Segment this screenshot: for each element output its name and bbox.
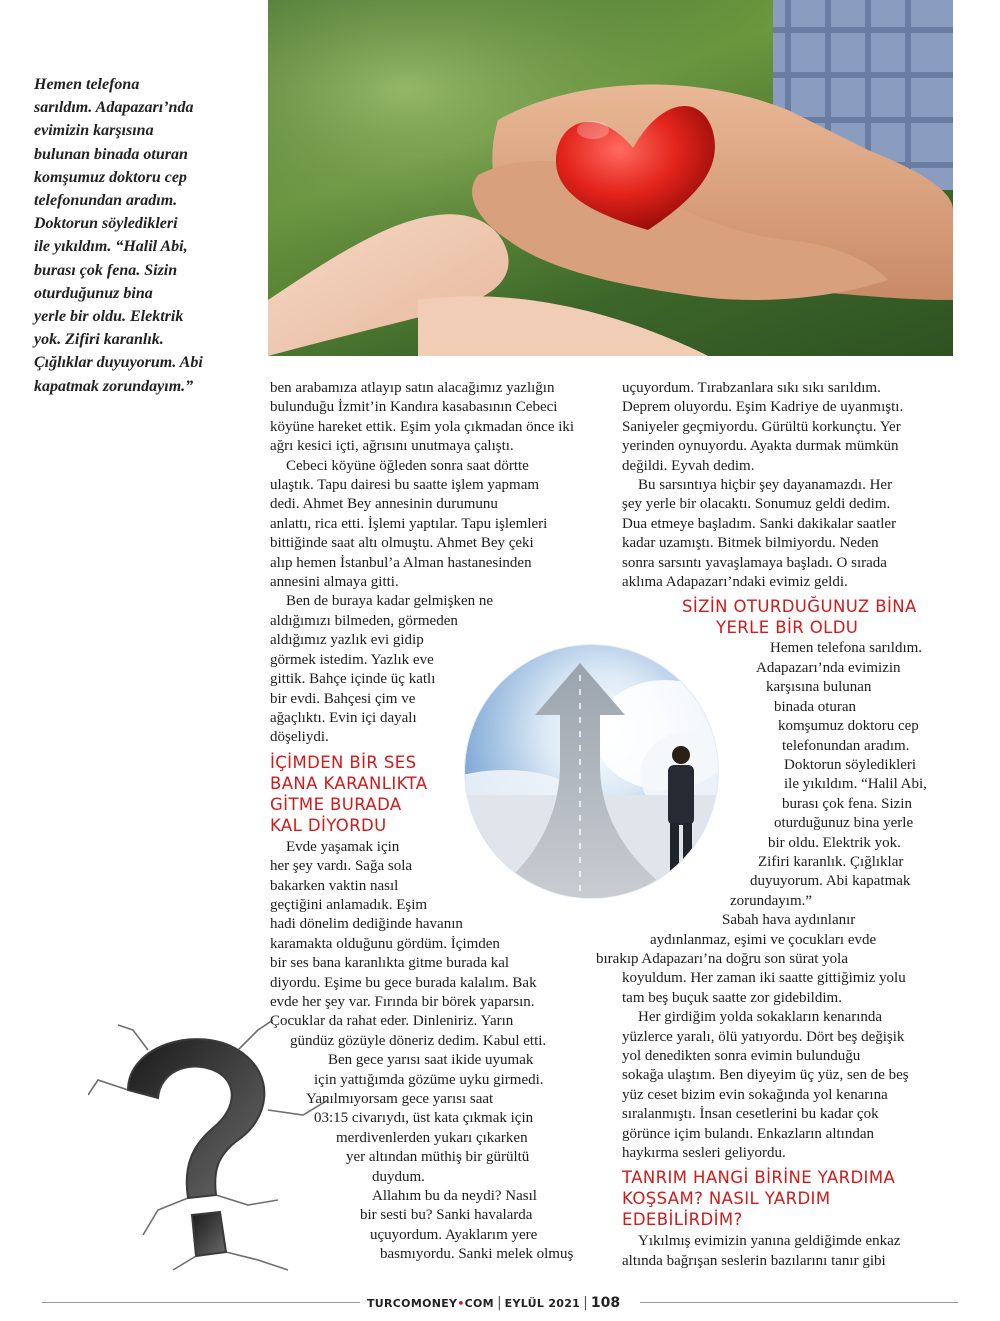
pull-quote-line: bulunan binada oturan [34,145,188,163]
text-line: kadar uzamıştı. Bitmek bilmiyordu. Neden [622,535,879,552]
pull-quote-line: komşumuz doktoru cep [34,168,187,186]
text-line: telefonundan aradım. [782,737,910,754]
page-footer [0,1288,1000,1318]
text-line: aklıma Adapazarı’ndaki evimiz geldi. [622,574,848,591]
text-line: duyuyorum. Abi kapatmak [750,873,911,890]
text-line: ağaçlıktı. Evin içi dayalı [270,709,417,726]
text-line: görünce içim bulandı. Enkazların altından [622,1125,874,1142]
heading-line: KOŞSAM? NASIL YARDIM [622,1189,831,1209]
pull-quote-line: oturduğunuz bina [34,284,153,302]
text-line: aydınlanmaz, eşimi ve çocukları evde [650,931,877,948]
text-line: yol denedikten sonra evimin bulunduğu [622,1048,861,1064]
heading-line: BANA KARANLIKTA [270,773,428,793]
text-line: Deprem oluyordu. Eşim Kadriye de uyanmıştı. [622,399,904,416]
text-line: karamakta olduğunu gördüm. İçimden [270,935,500,952]
text-line: koyuldum. Her zaman iki saatte gittiğimiz yolu [622,970,906,987]
text-line: Yıkılmış evimizin yanına geldiğimde enkaz [638,1233,901,1250]
heading-line: SİZİN OTURDUĞUNUZ BİNA [682,597,917,617]
footer-separator: | [583,1295,588,1311]
text-line: Bu sarsıntıya hiçbir şey dayanamazdı. Her [638,477,893,494]
text-line: yüz ceset bizim evin sokağında yol kenarına [622,1086,888,1103]
section-heading [622,1167,958,1230]
text-line: binada oturan [774,698,857,715]
text-line: ulaştık. Tapu dairesi bu saatte işlem yapmam [270,477,540,494]
pull-quote-line: burası çok fena. Sizin [34,261,178,279]
text-line: uçuyordum. Tırabzanlara sıkı sıkı sarıldım. [622,380,881,396]
brand-dot: • [457,1297,465,1310]
text-line: hadi dönelim dediğinde havanın [270,916,463,933]
pull-quote-line: ile yıkıldım. “Halil Abi, [34,238,188,256]
pull-quote [34,73,234,398]
paragraph [622,1232,958,1271]
pull-quote-line: sarıldım. Adapazarı’nda [34,99,194,117]
text-line: zorundayım.” [730,892,813,909]
text-line: köyüne hareket ettik. Eşim yola çıkmadan önce iki [270,418,575,435]
text-line: gündüz gözüyle döneriz dedim. Kabul etti. [290,1032,547,1049]
issue-date: EYLÜL 2021 [504,1297,581,1310]
paragraph [622,379,958,476]
pull-quote-line: yok. Zifiri karanlık. [34,331,164,349]
text-line: bırakıp Adapazarı’na doğru son sürat yola [596,950,849,967]
pull-quote-line: Hemen telefona [34,76,140,93]
pull-quote-line: Doktorun söyledikleri [34,215,178,233]
text-line: annesini almaya gitti. [270,574,399,591]
pull-quote-line: Çığlıklar duyuyorum. Abi [34,354,203,372]
footer-text [367,1292,620,1311]
page-number: 108 [590,1295,621,1311]
footer-rule-left [42,1302,360,1303]
text-line: tam beş buçuk saatte zor gidebildim. [622,989,842,1006]
text-line: Dua etmeye başladım. Sanki dakikalar saatler [622,515,897,532]
footer-separator: | [496,1295,502,1311]
text-line: anlattı, rica etti. İşlemi yaptılar. Tapu işlemleri [270,515,548,532]
text-line: Zifiri karanlık. Çığlıklar [758,853,904,870]
text-line: bittiğinde saat altı olmuştu. Ahmet Bey çeki [270,535,534,552]
text-line: sonra sarsıntı yavaşlamaya başladı. O sırada [622,554,887,571]
hands-heart-photo [268,0,953,356]
text-line: döşeliydi. [270,729,329,746]
text-line: değildi. Eyvah dedim. [622,457,755,474]
paragraph [270,457,600,593]
text-line: Çocuklar da rahat eder. Dinleniriz. Yarın [270,1013,514,1030]
pull-quote-line: kapatmak zorundayım.” [34,377,194,395]
text-line: Yanılmıyorsam gece yarısı saat [306,1091,494,1107]
text-line: ben arabamıza atlayıp satın alacağımız yazlığın [270,380,555,396]
hands-heart-illustration [268,0,953,356]
paragraph [622,1008,958,1163]
text-line: bir sesti bu? Sanki havalarda [360,1207,533,1224]
heading-line: TANRIM HANGİ BİRİNE YARDIMA [622,1168,896,1188]
text-line: alıp hemen İstanbul’a Alman hastanesinden [270,554,532,571]
text-line: geçtiğini anlamadık. Eşim [270,896,428,913]
section-heading [622,596,958,638]
text-line: burası çok fena. Sizin [782,795,912,812]
text-line: Ben de buraya kadar gelmişken ne [286,593,494,610]
text-line: Hemen telefona sarıldım. [770,640,923,657]
text-line: komşumuz doktoru cep [778,718,919,735]
footer-rule-right [640,1302,958,1303]
paragraph [622,639,958,911]
text-line: bir ses bana karanlıkta gitme burada kal [270,955,510,972]
text-line: gittik. Bahçe içinde üç katlı [270,671,436,688]
heading-line: YERLE BİR OLDU [716,618,859,638]
text-line: bakarken vaktin nasıl [270,877,399,894]
text-line: bir oldu. Elektrik yok. [768,834,901,851]
heading-line: EDEBİLİRDİM? [622,1210,743,1230]
pull-quote-line: telefonundan aradım. [34,192,178,210]
text-line: Sabah hava aydınlanır [722,912,856,929]
brand-domain: COM [464,1297,494,1310]
text-line: Evde yaşamak için [286,838,400,855]
text-line: Adapazarı’nda evimizin [756,659,901,676]
text-line: 03:15 civarıydı, üst kata çıkmak için [314,1110,534,1127]
text-line: yüzlerce yaralı, ölü yatıyordu. Dört beş değişik [622,1028,905,1045]
paragraph [622,476,958,592]
text-line: sokağa ulaştım. Ben diyeyim üç yüz, sen de beş [622,1067,909,1084]
text-line: bir evdi. Bahçesi çim ve [270,690,416,707]
pull-quote-line: yerle bir oldu. Elektrik [34,308,184,326]
text-line: Doktorun söyledikleri [784,756,917,773]
text-line: karşısına bulunan [766,679,872,696]
text-line: Allahım bu da neydi? Nasıl [372,1188,537,1205]
text-line: bulunduğu İzmit’in Kandıra kasabasının Cebeci [270,399,558,416]
text-line: Saniyeler geçmiyordu. Gürültü korkunçtu. Yer [622,418,901,435]
text-line: her şey vardı. Sağa sola [270,858,413,875]
publication-name [367,1297,494,1310]
text-line: basmıyordu. Sanki melek olmuş [380,1246,574,1263]
text-line: aldığımız yazlık evi gidip [270,632,424,649]
text-line: yer altından müthiş bir gürültü [346,1149,530,1166]
text-line: ağrı kesici içti, ağrısını unutmaya çalıştı. [270,438,514,455]
cracked-question-mark-graphic [88,1020,338,1275]
text-line: görmek istedim. Yazlık eve [270,651,434,668]
text-line: duydum. [372,1168,425,1185]
brand-name: TURCOMONEY [367,1297,458,1310]
heading-line: KAL DİYORDU [270,815,387,835]
text-line: diyordu. Eşime bu gece burada kalalım. Bak [270,974,537,991]
text-line: yerinden oynuyordu. Ayakta durmak mümkün [622,438,899,455]
text-line: haykırma sesleri geliyordu. [622,1145,786,1162]
text-line: için yattığımda gözüme uyku girmedi. [314,1071,544,1088]
text-line: şey yerle bir olacaktı. Sonumuz geldi dedim. [622,496,891,513]
text-line: aldığımızı bilmeden, görmeden [270,612,458,629]
heading-line: İÇİMDEN BİR SES [270,752,417,772]
text-line: merdivenlerden yukarı çıkarken [336,1129,528,1146]
paragraph [596,911,958,1008]
article-column-2 [596,379,958,1271]
text-line: uçuyordum. Ayaklarım yere [370,1226,538,1243]
text-line: sıralanmıştı. İnsan cesetlerini bu kadar çok [622,1106,879,1123]
text-line: altında bağrışan seslerin bazılarını tanır gibi [622,1252,886,1269]
text-line: Her girdiğim yolda sokakların kenarında [638,1009,883,1026]
text-line: dedi. Ahmet Bey annesinin durumunu [270,496,498,513]
text-line: evde her şey var. Fırında bir börek yaparsın. [270,993,535,1010]
pull-quote-line: evimizin karşısına [34,122,154,140]
text-line: ile yıkıldım. “Halil Abi, [784,776,927,793]
paragraph [270,379,600,457]
text-line: Ben gece yarısı saat ikide uyumak [328,1052,534,1069]
text-line: Cebeci köyüne öğleden sonra saat dörtte [286,457,529,474]
text-line: oturduğunuz bina yerle [774,815,914,832]
heading-line: GİTME BURADA [270,794,402,814]
